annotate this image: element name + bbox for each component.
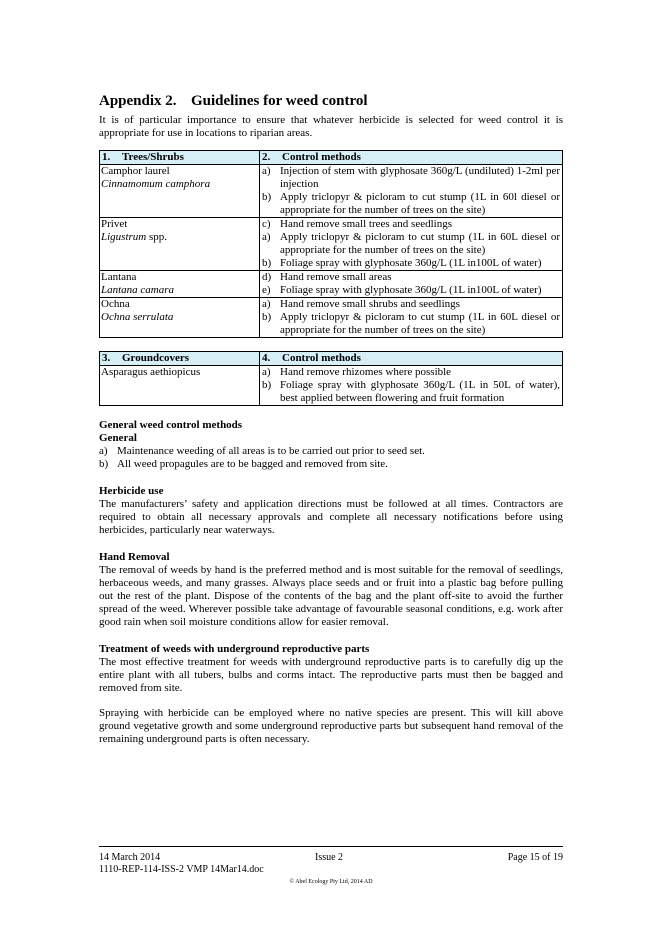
latin-name: Lantana camara xyxy=(101,284,175,296)
latin-name: Cinnamomum camphora xyxy=(101,178,211,190)
groundcovers-table xyxy=(99,351,563,406)
col-number: 3. xyxy=(102,352,111,364)
list-text: Maintenance weeding of all areas is to be carried out prior to seed set. xyxy=(117,445,425,457)
table-header-row xyxy=(100,151,563,165)
col-number: 2. xyxy=(262,151,271,163)
method-item xyxy=(261,298,560,311)
method-item xyxy=(261,379,560,405)
method-text: Injection of stem with glyphosate 360g/L (undiluted) 1-2ml per injection xyxy=(280,165,560,190)
document-page xyxy=(99,92,563,746)
methods-cell xyxy=(260,165,563,218)
common-name: Ochna xyxy=(101,298,130,310)
list-item xyxy=(99,458,563,471)
appendix-number: Appendix 2. xyxy=(99,93,177,109)
col-header-groundcovers xyxy=(100,352,260,366)
method-text: Foliage spray with glyphosate 360g/L (1L in100L of water) xyxy=(280,284,542,296)
underground-paragraph-2: Spraying with herbicide can be employed where no native species are present. This will kill above ground vegetative growth and some underground reproductive parts but subsequent hand removal of the remaining underground parts is often necessary. xyxy=(99,707,563,745)
col-header-methods xyxy=(260,352,563,366)
col-number: 4. xyxy=(262,352,271,364)
method-letter: e) xyxy=(262,284,271,296)
method-letter: a) xyxy=(262,231,271,243)
col-label: Control methods xyxy=(282,352,361,364)
list-letter: a) xyxy=(99,445,108,457)
species-cell xyxy=(100,165,260,218)
footer-page-number: Page 15 of 19 xyxy=(507,852,563,863)
latin-name: Ochna serrulata xyxy=(101,311,174,323)
general-subheading: General xyxy=(99,432,137,444)
method-letter: b) xyxy=(262,379,272,391)
species-cell xyxy=(100,218,260,271)
method-text: Hand remove small shrubs and seedlings xyxy=(280,298,460,310)
method-letter: a) xyxy=(262,165,271,177)
latin-suffix: spp. xyxy=(146,231,168,243)
method-text: Foliage spray with glyphosate 360g/L (1L in100L of water) xyxy=(280,257,542,269)
common-name: Asparagus aethiopicus xyxy=(101,366,201,378)
method-letter: b) xyxy=(262,257,272,269)
footer-copyright: © Abel Ecology Pty Ltd, 2014 AD xyxy=(289,879,373,885)
underground-heading: Treatment of weeds with underground reproductive parts xyxy=(99,643,370,655)
method-letter: a) xyxy=(262,366,271,378)
latin-name-line xyxy=(101,231,257,244)
methods-cell xyxy=(260,218,563,271)
col-number: 1. xyxy=(102,151,111,163)
appendix-title: Guidelines for weed control xyxy=(191,93,368,109)
col-header-trees xyxy=(100,151,260,165)
trees-shrubs-table xyxy=(99,150,563,338)
hand-removal-paragraph: The removal of weeds by hand is the preferred method and is most suitable for the removal of seedlings, herbaceous weeds, and many grasses. Always place seeds and or fruit into a plastic bag before pulling out the rest of the plant. Dispose of the contents of the bag and the plant off-site to avoid the further spread of the weed. Wherever possible take advantage of favourable seasonal conditions, e.g. work after good rain when soil moisture conditions allow for easier removal. xyxy=(99,564,563,628)
species-cell xyxy=(100,271,260,298)
method-letter: b) xyxy=(262,191,272,203)
footer-doc-reference: 1110-REP-114-ISS-2 VMP 14Mar14.doc xyxy=(99,864,264,875)
col-header-methods xyxy=(260,151,563,165)
herbicide-paragraph: The manufacturers’ safety and application directions must be followed at all times. Contractors are required to obtain all necessary approvals and complete all necessary notifications before using herbicides, particularly near waterways. xyxy=(99,498,563,536)
method-item xyxy=(261,311,560,337)
method-item xyxy=(261,271,560,284)
method-item xyxy=(261,231,560,257)
method-letter: d) xyxy=(262,271,272,283)
method-item xyxy=(261,366,560,379)
common-name: Lantana xyxy=(101,271,137,283)
method-letter: b) xyxy=(262,311,272,323)
footer-issue: Issue 2 xyxy=(315,852,344,863)
table-row xyxy=(100,271,563,298)
method-letter: c) xyxy=(262,218,271,230)
methods-cell xyxy=(260,271,563,298)
method-item xyxy=(261,165,560,191)
col-label: Groundcovers xyxy=(122,352,190,364)
appendix-heading xyxy=(99,92,563,110)
latin-name: Ligustrum xyxy=(101,231,147,243)
table-header-row xyxy=(100,352,563,366)
common-name: Camphor laurel xyxy=(101,165,170,177)
method-text: Hand remove small trees and seedlings xyxy=(280,218,452,230)
method-item xyxy=(261,191,560,217)
method-text: Apply triclopyr & picloram to cut stump (1L in 60l diesel or appropriate for the number of trees on the site) xyxy=(280,191,560,216)
method-text: Foliage spray with glyphosate 360g/L (1L in 50L of water), best applied between flowering and fruit formation xyxy=(280,379,560,404)
table-row xyxy=(100,298,563,338)
col-label: Trees/Shrubs xyxy=(122,151,184,163)
species-cell xyxy=(100,298,260,338)
method-text: Hand remove rhizomes where possible xyxy=(280,366,452,378)
species-cell xyxy=(100,366,260,406)
method-item xyxy=(261,284,560,297)
methods-cell xyxy=(260,366,563,406)
general-methods-heading: General weed control methods xyxy=(99,419,243,431)
table-row xyxy=(100,366,563,406)
method-text: Hand remove small areas xyxy=(280,271,392,283)
list-item xyxy=(99,445,563,458)
table-row xyxy=(100,165,563,218)
common-name: Privet xyxy=(101,218,128,230)
page-footer xyxy=(99,846,563,886)
intro-paragraph: It is of particular importance to ensure that whatever herbicide is selected for weed control it is appropriate for use in locations to riparian areas. xyxy=(99,114,563,139)
method-item xyxy=(261,257,560,270)
method-text: Apply triclopyr & picloram to cut stump (1L in 60L diesel or appropriate for the number of trees on the site) xyxy=(280,231,560,256)
table-row xyxy=(100,218,563,271)
method-text: Apply triclopyr & picloram to cut stump (1L in 60L diesel or appropriate for the number of trees on the site) xyxy=(280,311,560,336)
col-label: Control methods xyxy=(282,151,361,163)
underground-paragraph-1: The most effective treatment for weeds with underground reproductive parts is to carefully dig up the entire plant with all tubers, bulbs and corms intact. The reproductive parts must then be bagged and removed from site. xyxy=(99,656,563,694)
footer-date: 14 March 2014 xyxy=(99,852,161,863)
herbicide-heading: Herbicide use xyxy=(99,485,164,497)
method-item xyxy=(261,218,560,231)
list-text: All weed propagules are to be bagged and removed from site. xyxy=(117,458,388,470)
list-letter: b) xyxy=(99,458,109,470)
methods-cell xyxy=(260,298,563,338)
hand-removal-heading: Hand Removal xyxy=(99,551,170,563)
method-letter: a) xyxy=(262,298,271,310)
